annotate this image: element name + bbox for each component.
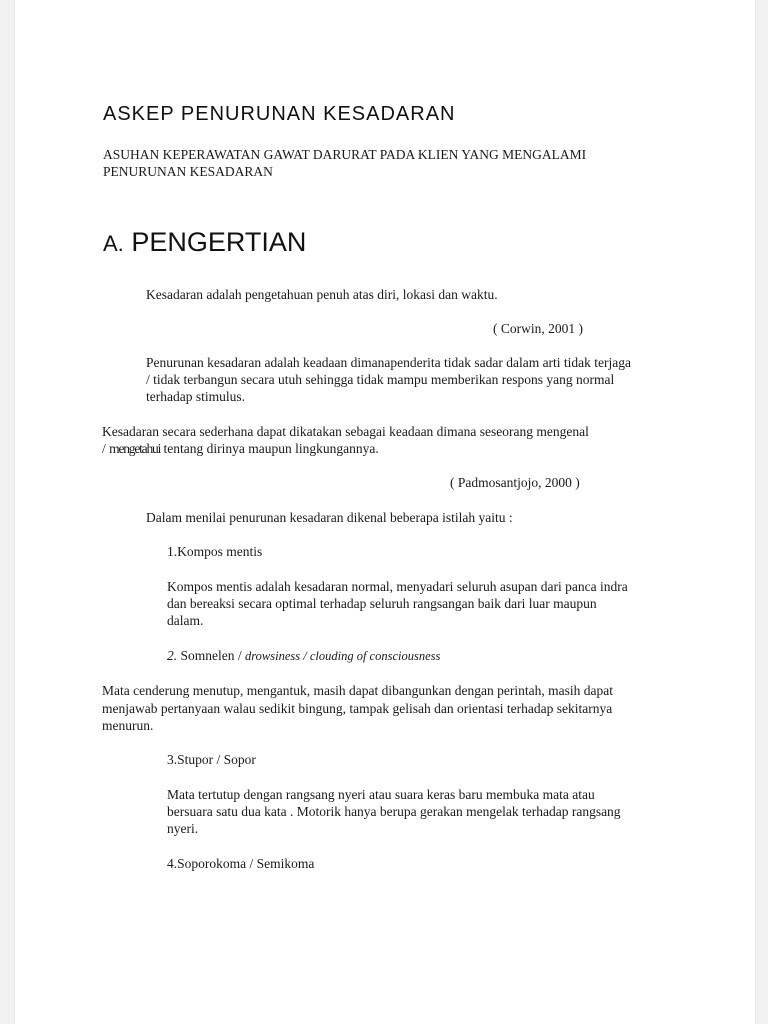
somnelen-desc-line-2: menjawab pertanyaan walau sedikit bingung, tampak gelisah dan orientasi terhadap sekitarnya bbox=[102, 701, 613, 716]
kompos-mentis-desc-line-3: dalam. bbox=[167, 613, 204, 628]
section-title: PENGERTIAN bbox=[131, 227, 307, 257]
document-page bbox=[14, 0, 756, 1024]
list-item-soporokoma: 4.Soporokoma / Semikoma bbox=[167, 856, 315, 871]
subtitle-line-2: PENURUNAN KESADARAN bbox=[103, 164, 273, 179]
somnelen-desc-line-1: Mata cenderung menutup, mengantuk, masih dapat dibangunkan dengan perintah, masih dapat bbox=[102, 683, 613, 698]
list-item-stupor: 3.Stupor / Sopor bbox=[167, 752, 256, 767]
document-title: ASKEP PENURUNAN KESADARAN bbox=[103, 103, 456, 125]
paragraph-kesadaran: Kesadaran adalah pengetahuan penuh atas diri, lokasi dan waktu. bbox=[146, 287, 498, 302]
kompos-mentis-desc-line-2: dan bereaksi secara optimal terhadap seluruh rangsangan baik dari luar maupun bbox=[167, 596, 597, 611]
paragraph-definisi-line-2 bbox=[102, 440, 379, 458]
text-fragment-condensed: mengetahui bbox=[109, 441, 161, 456]
list-item-kompos-mentis: 1.Kompos mentis bbox=[167, 544, 263, 559]
subtitle-line-1: ASUHAN KEPERAWATAN GAWAT DARURAT PADA KLIEN YANG MENGALAMI bbox=[103, 147, 587, 162]
text-fragment: / bbox=[102, 441, 110, 456]
paragraph-definisi-line-1: Kesadaran secara sederhana dapat dikatakan sebagai keadaan dimana seseorang mengenal bbox=[102, 424, 589, 439]
citation-padmosantjojo: ( Padmosantjojo, 2000 ) bbox=[450, 475, 580, 490]
stupor-desc-line-2: bersuara satu dua kata . Motorik hanya berupa gerakan mengelak terhadap rangsang bbox=[167, 804, 621, 819]
section-number: A. bbox=[103, 231, 124, 256]
list-number: 2. bbox=[167, 648, 178, 663]
stupor-desc-line-3: nyeri. bbox=[167, 821, 199, 836]
section-heading bbox=[103, 227, 307, 257]
list-label: Somnelen / bbox=[177, 648, 245, 663]
paragraph-penurunan-line-2: / tidak terbangun secara utuh sehingga tidak mampu memberikan respons yang normal bbox=[146, 372, 615, 387]
kompos-mentis-desc-line-1: Kompos mentis adalah kesadaran normal, menyadari seluruh asupan dari panca indra bbox=[167, 579, 628, 594]
list-label-italic: drowsiness / clouding of consciousness bbox=[245, 649, 441, 663]
stupor-desc-line-1: Mata tertutup dengan rangsang nyeri atau suara keras baru membuka mata atau bbox=[167, 787, 595, 802]
citation-corwin: ( Corwin, 2001 ) bbox=[493, 321, 583, 336]
text-fragment: tentang dirinya maupun lingkungannya. bbox=[160, 441, 379, 456]
somnelen-desc-line-3: menurun. bbox=[102, 718, 154, 733]
paragraph-penurunan-line-3: terhadap stimulus. bbox=[146, 389, 245, 404]
list-item-somnelen bbox=[167, 647, 440, 666]
paragraph-penurunan-line-1: Penurunan kesadaran adalah keadaan dimanapenderita tidak sadar dalam arti tidak terjaga bbox=[146, 355, 632, 370]
paragraph-istilah: Dalam menilai penurunan kesadaran dikenal beberapa istilah yaitu : bbox=[146, 510, 513, 525]
